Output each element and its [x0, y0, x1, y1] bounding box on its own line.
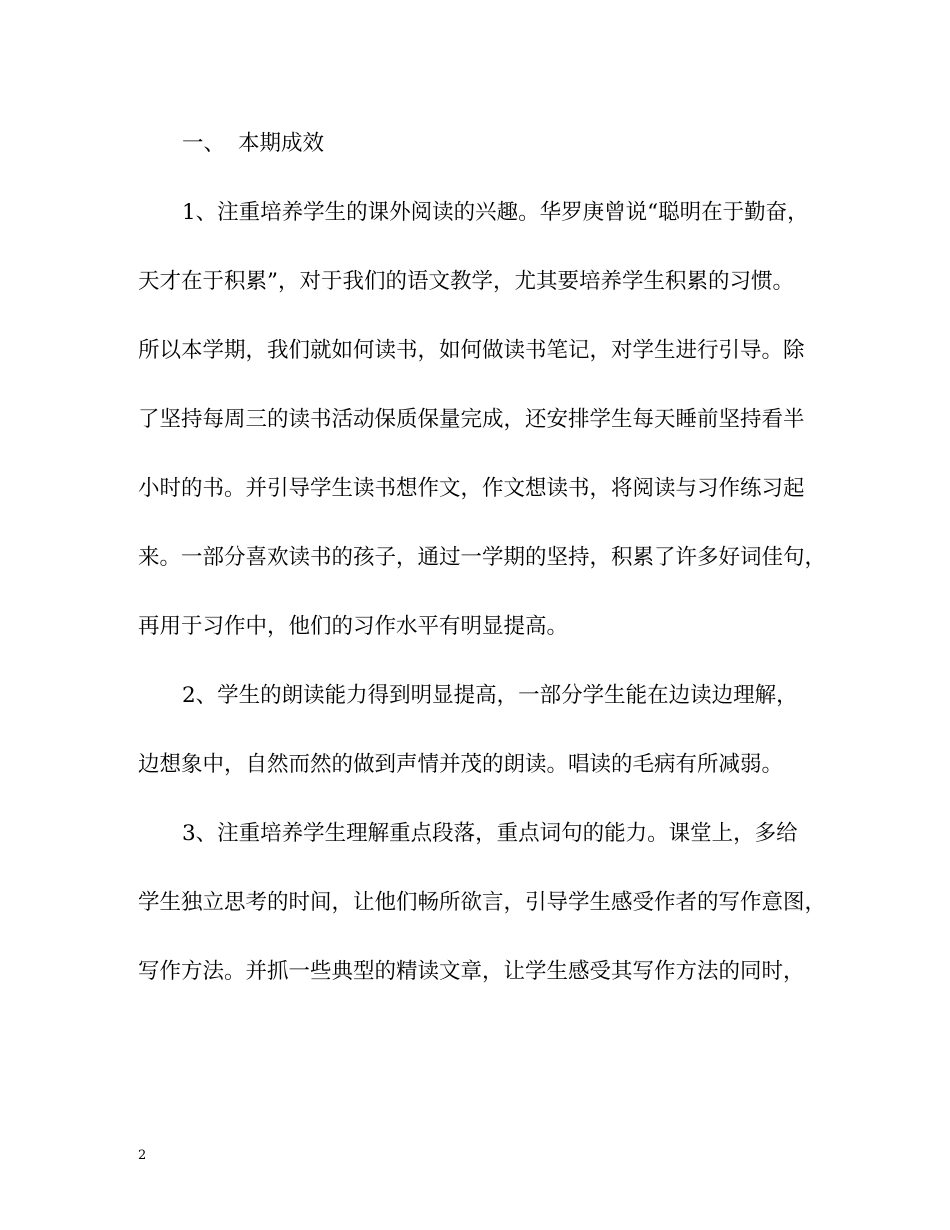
body-text	[138, 124, 838, 1021]
text-line: 了坚持每周三的读书活动保质保量完成，还安排学生每天睡前坚持看半	[138, 407, 805, 432]
text-line: 再用于习作中，他们的习作水平有明显提高。	[138, 614, 569, 639]
text-line: 天才在于积累”，对于我们的语文教学，尤其要培养学生积累的习惯。	[138, 269, 794, 294]
text-line: 1、注重培养学生的课外阅读的兴趣。华罗庚曾说“聪明在于勤奋，	[182, 200, 809, 225]
section-heading-number: 一、	[182, 131, 226, 156]
text-line: 所以本学期，我们就如何读书，如何做读书笔记，对学生进行引导。除	[138, 338, 805, 363]
section-heading-title: 本期成效	[238, 131, 325, 156]
text-line: 来。一部分喜欢读书的孩子，通过一学期的坚持，积累了许多好词佳句，	[138, 545, 827, 570]
text-line: 写作方法。并抓一些典型的精读文章，让学生感受其写作方法的同时，	[138, 959, 805, 984]
section-heading	[138, 124, 838, 164]
text-line: 2、学生的朗读能力得到明显提高，一部分学生能在边读边理解，	[182, 683, 798, 708]
text-line: 学生独立思考的时间，让他们畅所欲言，引导学生感受作者的写作意图，	[138, 890, 827, 915]
text-line: 3、注重培养学生理解重点段落，重点词句的能力。课堂上，多给	[182, 821, 798, 846]
paragraph-lines	[138, 193, 838, 992]
text-line: 小时的书。并引导学生读书想作文，作文想读书，将阅读与习作练习起	[138, 476, 805, 501]
text-line: 边想象中，自然而然的做到声情并茂的朗读。唱读的毛病有所减弱。	[138, 752, 784, 777]
page-number: 2	[138, 1148, 147, 1163]
